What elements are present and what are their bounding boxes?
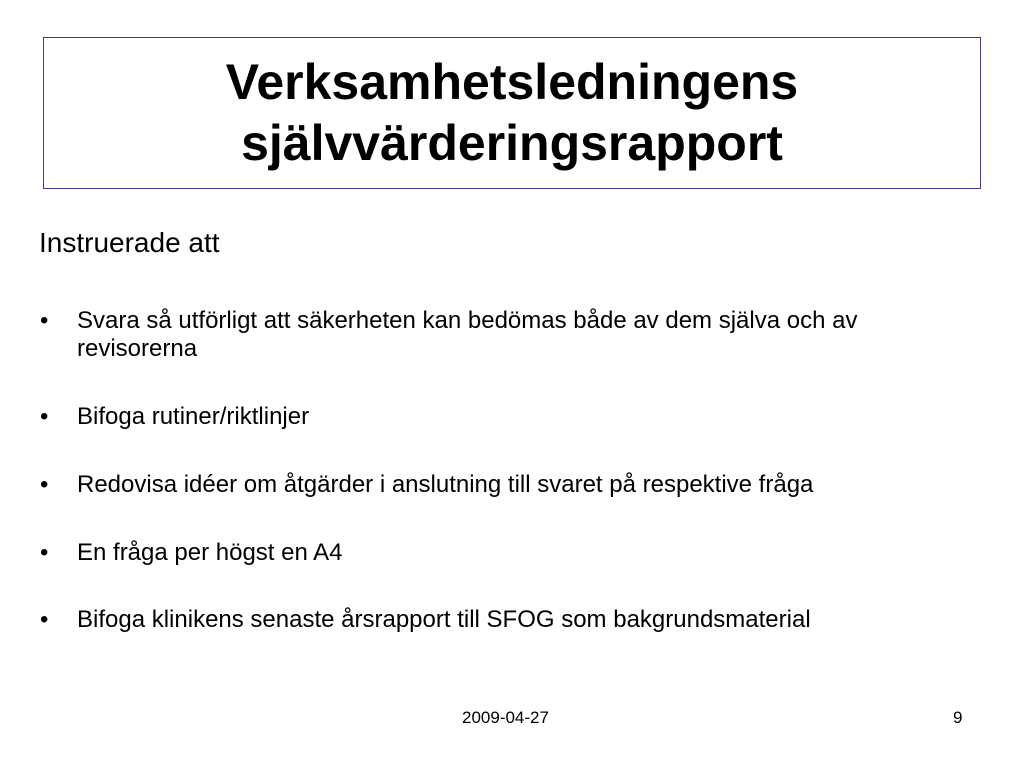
footer-page-number: 9 — [953, 708, 963, 727]
bullet-icon: • — [40, 403, 49, 430]
slide-title-line-2: självvärderingsrapport — [241, 115, 783, 171]
bullet-icon: • — [40, 471, 49, 498]
slide-title — [226, 52, 798, 174]
bullet-icon: • — [40, 307, 49, 334]
bullet-text-5: Bifoga klinikens senaste årsrapport till SFOG som bakgrundsmaterial — [77, 606, 811, 633]
bullet-icon: • — [40, 606, 49, 633]
footer-date: 2009-04-27 — [462, 708, 549, 727]
bullet-text-4: En fråga per högst en A4 — [77, 539, 343, 566]
bullet-text-2: Bifoga rutiner/riktlinjer — [77, 403, 310, 430]
bullet-text-1: Svara så utförligt att säkerheten kan bedömas både av dem själva och av revisorerna — [77, 307, 858, 362]
title-frame — [43, 37, 981, 189]
slide-title-line-1: Verksamhetsledningens — [225, 54, 799, 110]
intro-text: Instruerade att — [39, 227, 220, 258]
bullet-icon: • — [40, 539, 49, 566]
bullet-text-3: Redovisa idéer om åtgärder i anslutning till svaret på respektive fråga — [77, 471, 814, 498]
